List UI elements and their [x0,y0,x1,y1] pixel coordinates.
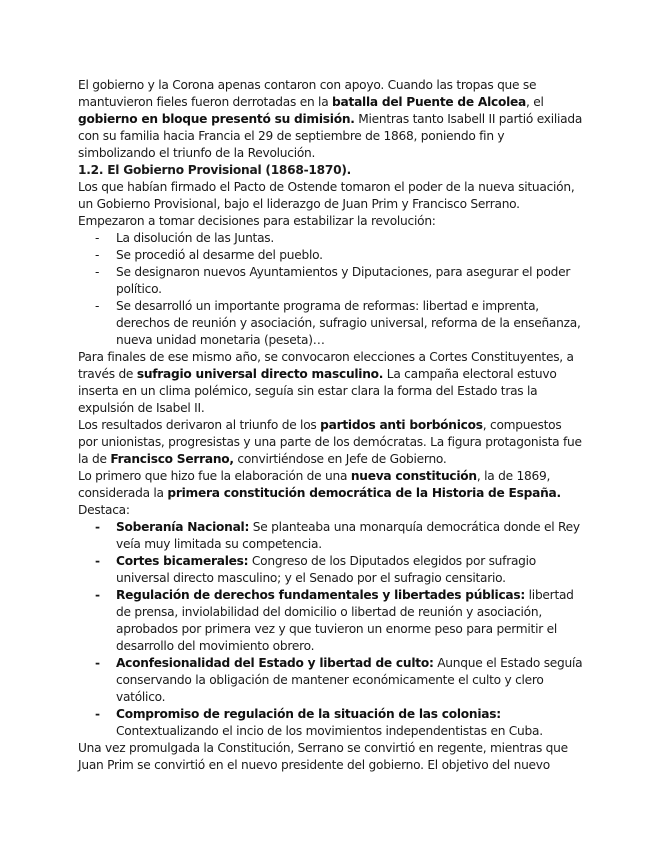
reform-list [78,230,583,349]
bold-primera-constitucion: primera constitución democrática de la Historia de España. [167,486,561,500]
bold-nueva-constitucion: nueva constitución [350,469,477,483]
bold-sufragio: sufragio universal directo masculino. [136,367,384,381]
list-item: - Se designaron nuevos Ayuntamientos y Diputaciones, para asegurar el poder político. [95,265,571,296]
list-item: - Se procedió al desarme del pueblo. [95,248,323,262]
bold-partidos: partidos anti borbónicos [320,418,483,432]
list-item: - Regulación de derechos fundamentales y libertades públicas: libertad de prensa, inviolabilidad del domicilio o libertad de reunión y asociación, aprobados por primera vez y que tuvieron un enorme peso para permitir el desarrollo del movimiento obrero. [95,588,574,653]
list-item: - Se desarrolló un importante programa de reformas: libertad e imprenta, derechos de reunión y asociación, sufragio universal, reforma de la enseñanza, nueva unidad monetaria (peseta)… [95,299,581,347]
bold-serrano: Francisco Serrano, [110,452,234,466]
paragraph-resultados: Los resultados derivaron al triunfo de los partidos anti borbónicos, compuestos por unionistas, progresistas y una parte de los demócratas. La figura protagonista fue la de Francisco Serrano, convirtiéndose en Jefe de Gobierno. [78,418,582,466]
list-item: - Aconfesionalidad del Estado y libertad de culto: Aunque el Estado seguía conservando la obligación de mantener económicamente el culto y clero vatólico. [95,656,583,704]
bold-batalla-alcolea: batalla del Puente de Alcolea [332,95,527,109]
paragraph-alcolea: El gobierno y la Corona apenas contaron con apoyo. Cuando las tropas que se mantuvieron fieles fueron derrotadas en la batalla del Puente de Alcolea, el gobierno en bloque presentó su dimisión. Mientras tanto Isabell II partió exiliada con su familia hacia Francia el 29 de septiembre de 1868, poniendo fin y simbolizando el triunfo de la Revolución. [78,78,583,160]
paragraph-pacto-ostende: Los que habían firmado el Pacto de Ostende tomaron el poder de la nueva situación, un Gobierno Provisional, bajo el liderazgo de Juan Prim y Francisco Serrano. Empezaron a tomar decisiones para estabilizar la revolución: [78,180,575,228]
list-item: - Compromiso de regulación de la situación de las colonias: Contextualizando el incio de los movimientos independentistas en Cuba. [95,707,543,738]
paragraph-elecciones: Para finales de ese mismo año, se convocaron elecciones a Cortes Constituyentes, a través de sufragio universal directo masculino. La campaña electoral estuvo inserta en un clima polémico, seguía sin estar clara la forma del Estado tras la expulsión de Isabel II. [78,350,574,415]
paragraph-constitucion: Lo primero que hizo fue la elaboración de una nueva constitución, la de 1869, considerada la primera constitución democrática de la Historia de España. Destaca: [78,469,561,517]
list-item: - La disolución de las Juntas. [95,231,275,245]
constitution-features-list [78,519,583,740]
bold-gobierno-dimision: gobierno en bloque presentó su dimisión. [78,112,355,126]
list-item: - Cortes bicamerales: Congreso de los Diputados elegidos por sufragio universal directo masculino; y el Senado por el sufragio censitario. [95,554,537,585]
section-heading: 1.2. El Gobierno Provisional (1868-1870). [78,163,352,177]
paragraph-regencia: Una vez promulgada la Constitución, Serrano se convirtió en regente, mientras que Juan Prim se convirtió en el nuevo presidente del gobierno. El objetivo del nuevo [78,741,568,772]
list-item: - Soberanía Nacional: Se planteaba una monarquía democrática donde el Rey veía muy limitada su competencia. [95,520,580,551]
document-page [78,77,583,774]
